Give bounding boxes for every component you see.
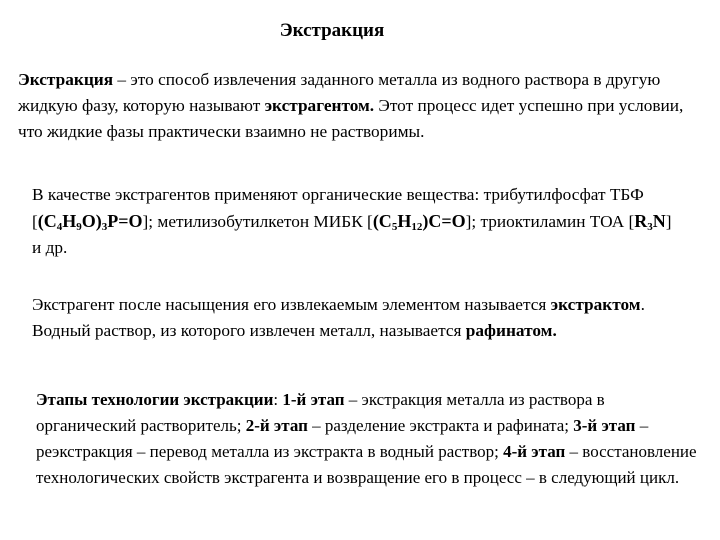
stage-1-text: – экстракция металла из раствора в органический растворитель; [36,390,605,435]
stage-2-label: 2-й этап [245,416,308,435]
paragraph-definition [18,67,708,145]
subscript: 5 [391,221,398,233]
text: Этот процесс идет успешно при условии, что жидкие фазы практически взаимно не растворимы. [18,96,684,141]
text: В качестве экстрагентов применяют органические вещества: трибутилфосфат ТБФ [ [32,185,644,231]
stage-1-label: 1-й этап [282,390,345,409]
formula-tbp [38,211,143,231]
formula-part: P=O [107,211,143,231]
paragraph-extractants [32,182,682,261]
term-extraction: Экстракция [18,70,114,89]
term-extract: экстрактом [550,295,641,314]
paragraph-extract-raffinate [32,292,682,344]
stage-4-label: 4-й этап [503,442,566,461]
subscript: 3 [101,221,108,233]
formula-part: R [634,211,648,231]
stage-4-text: – восстановление технологических свойств экстрагента и возвращение его в процесс – в следующий цикл. [36,442,697,487]
formula-part: )C=O [422,211,466,231]
subscript: 4 [56,221,63,233]
formula-part: (C [372,211,392,231]
formula-part: N [652,211,666,231]
text: ]; триоктиламин ТОА [ [465,212,635,231]
subscript: 9 [76,221,82,233]
text: – это способ извлечения заданного металла из водного раствора в другую жидкую фазу, которую называют [18,70,661,115]
text: ] и др. [32,212,672,257]
formula-part: H [397,211,412,231]
term-raffinate: рафинатом. [465,321,557,340]
formula-toa [634,211,666,231]
formula-part: (C [37,211,57,231]
formula-part: H [62,211,77,231]
text: ]; метилизобутилкетон МИБК [ [142,212,373,231]
page-title: Экстракция [279,20,385,41]
text: : [273,390,283,409]
stage-2-text: – разделение экстракта и рафината; [307,416,574,435]
subscript: 3 [647,221,653,233]
term-stages: Этапы технологии экстракции [36,390,274,409]
text: Экстрагент после насыщения его извлекаемым элементом называется [32,295,551,314]
subscript: 12 [411,221,423,233]
term-extractant: экстрагентом. [264,96,375,115]
paragraph-stages [36,387,708,491]
formula-mibk [373,211,466,231]
text: . Водный раствор, из которого извлечен металл, называется [32,295,645,340]
formula-part: O) [81,211,102,231]
stage-3-label: 3-й этап [573,416,636,435]
stage-3-text: – реэкстракция – перевод металла из экстракта в водный раствор; [36,416,649,461]
